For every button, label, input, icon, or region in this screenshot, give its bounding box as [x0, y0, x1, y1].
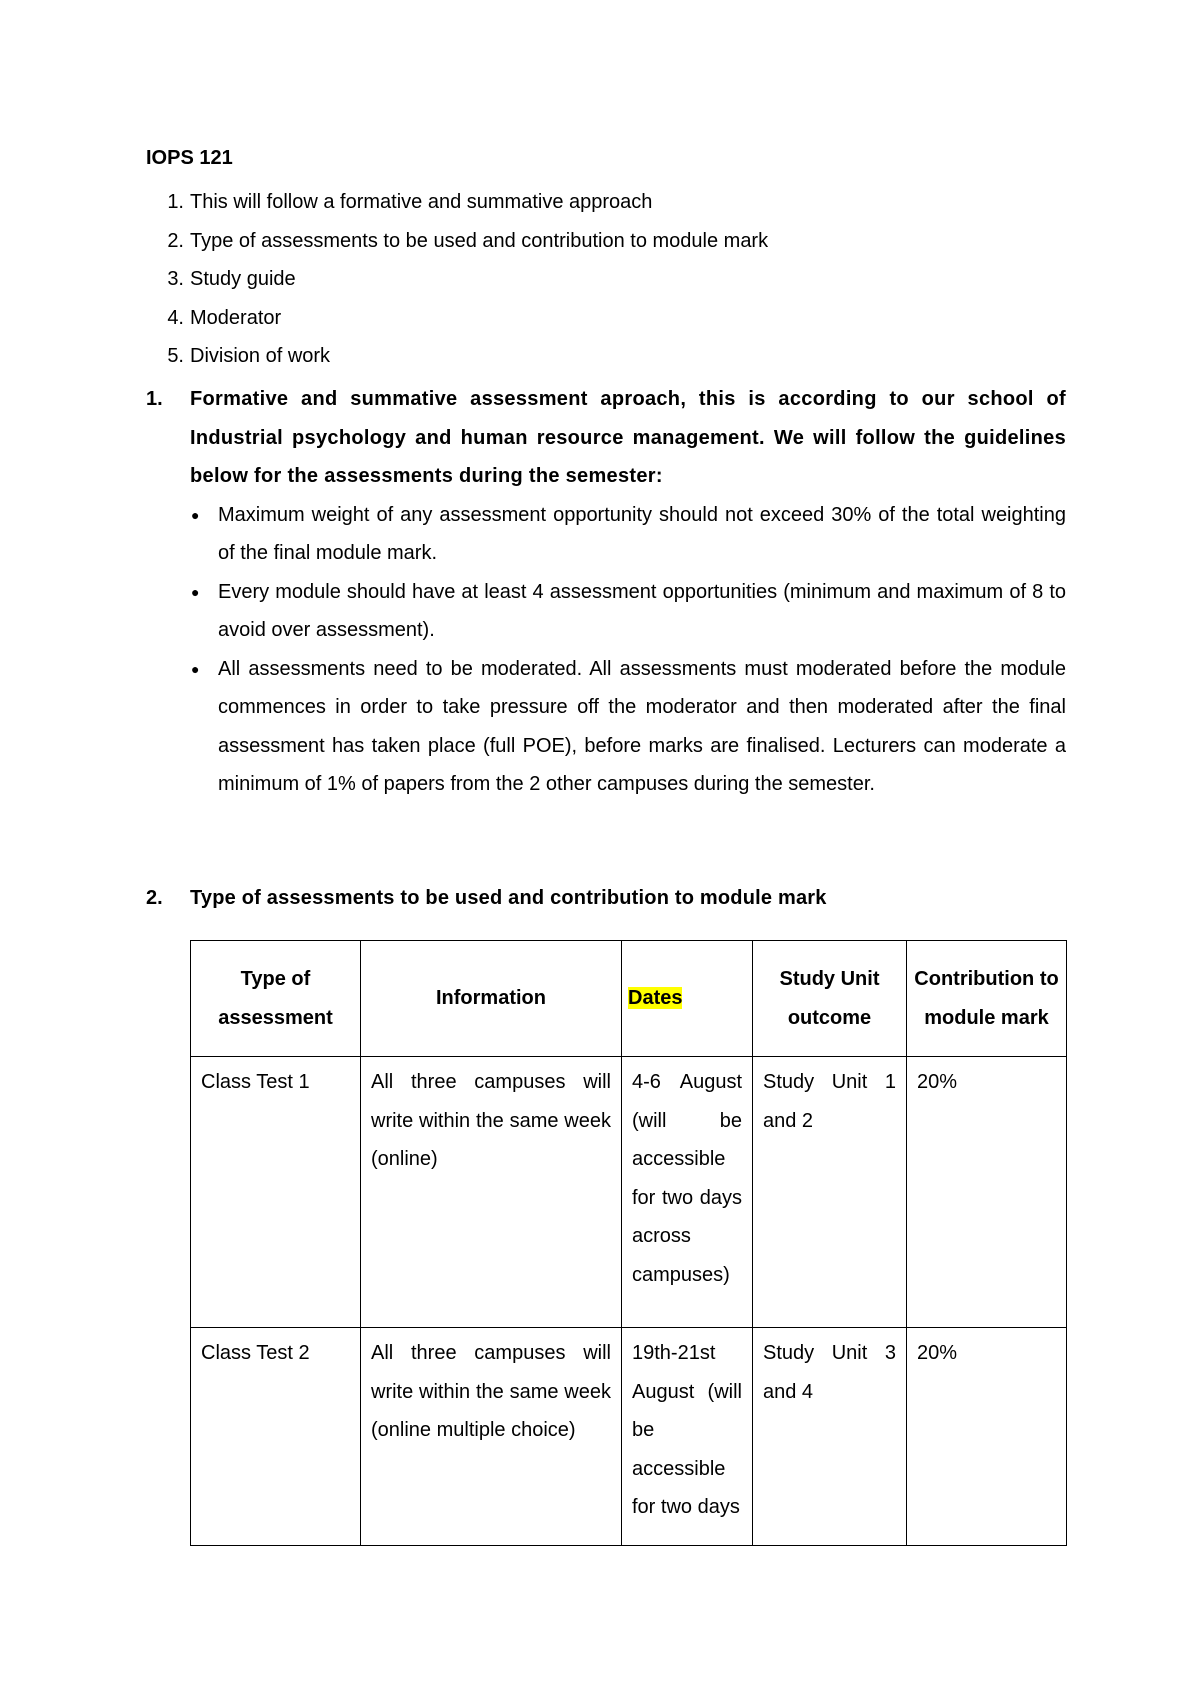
- table-cell: 19th-21st August (will be accessible for two days: [622, 1328, 753, 1546]
- table-cell: All three campuses will write within the same week (online): [361, 1057, 622, 1328]
- table-cell: Study Unit 3 and 4: [753, 1328, 907, 1546]
- table-cell: Class Test 2: [191, 1328, 361, 1546]
- table-cell: 4-6 August (will be accessible for two days across campuses): [622, 1057, 753, 1328]
- document-title: IOPS 121: [146, 147, 233, 169]
- column-header: Type of assessment: [191, 941, 361, 1057]
- table-cell: Study Unit 1 and 2: [753, 1057, 907, 1328]
- guideline-list: [190, 496, 1066, 804]
- section-2: [146, 883, 1066, 913]
- section-number: 2.: [146, 887, 163, 909]
- outline-item: 1. This will follow a formative and summative approach: [167, 191, 653, 213]
- column-header: [622, 941, 753, 1057]
- table-cell: 20%: [907, 1057, 1067, 1328]
- table-header-row: [191, 941, 1067, 1057]
- section-1: [146, 380, 1066, 804]
- column-header: Study Unit outcome: [753, 941, 907, 1057]
- outline-item: 5. Division of work: [167, 345, 331, 367]
- table-cell: 20%: [907, 1328, 1067, 1546]
- table-cell: All three campuses will write within the same week (online multiple choice): [361, 1328, 622, 1546]
- outline-item: 2. Type of assessments to be used and contribution to module mark: [167, 229, 769, 252]
- section-heading: Formative and summative assessment aproach, this is according to our school of Industrial psychology and human resource management. We will follow the guidelines below for the assessments during the semester:: [190, 388, 1066, 487]
- section-heading: Type of assessments to be used and contribution to module mark: [190, 887, 827, 909]
- assessment-table: [190, 940, 1067, 1546]
- bullet-icon: ●: [191, 506, 200, 523]
- outline-list: [146, 187, 1066, 380]
- section-number: 1.: [146, 388, 163, 410]
- outline-item: 4. Moderator: [167, 306, 282, 329]
- highlighted-text: Dates: [628, 987, 683, 1010]
- bullet-icon: ●: [191, 583, 200, 600]
- column-header: Contribution to module mark: [907, 941, 1067, 1057]
- table-row: [191, 1328, 1067, 1546]
- table-cell: Class Test 1: [191, 1057, 361, 1328]
- bullet-icon: ●: [191, 660, 200, 677]
- table-row: [191, 1057, 1067, 1328]
- column-header: Information: [361, 941, 622, 1057]
- outline-item: 3. Study guide: [167, 268, 296, 290]
- guideline-item: ● Maximum weight of any assessment opportunity should not exceed 30% of the total weighting of the final module mark.: [190, 496, 1066, 573]
- guideline-item: ● Every module should have at least 4 assessment opportunities (minimum and maximum of 8 to avoid over assessment).: [190, 573, 1066, 650]
- guideline-item: ● All assessments need to be moderated. All assessments must moderated before the module commences in order to take pressure off the moderator and then moderated after the final assessment has taken place (full POE), before marks are finalised. Lecturers can moderate a minimum of 1% of papers from the 2 other campuses during the semester.: [190, 650, 1066, 804]
